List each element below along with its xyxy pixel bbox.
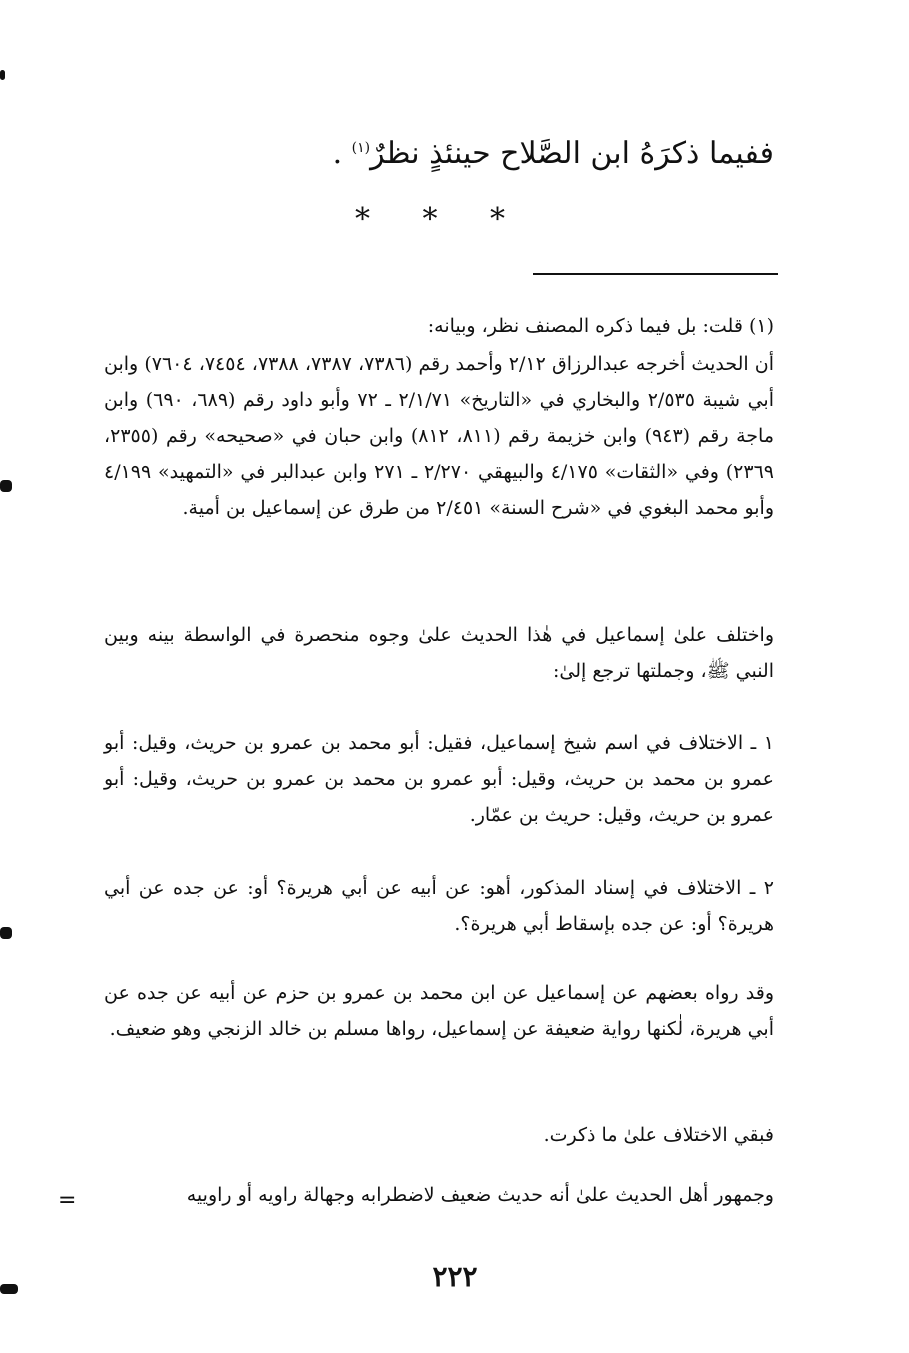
footnote-lead-text: قلت: بل فيما ذكره المصنف نظر، وبيانه: [427,315,749,337]
footnote-paragraph-point-1: ١ ـ الاختلاف في اسم شيخ إسماعيل، فقيل: أبو محمد بن عمرو بن حريث، وقيل: أبو عمرو بن محمد بن حريث، وقيل: أبو عمرو بن محمد بن عمرو بن حريث، وقيل: أبو عمرو بن حريث، وقيل: حريث بن عمّار. [104,732,774,826]
scan-edge-mark [0,70,5,80]
separator-star: * [422,202,438,237]
footnote-lead [104,308,774,344]
footnote-paragraph-point-2: ٢ ـ الاختلاف في إسناد المذكور، أهو: عن أبيه عن أبي هريرة؟ أو: عن جده عن أبي هريرة؟ أو: عن جده بإسقاط أبي هريرة؟. [104,877,774,935]
page-number: ٢٢٢ [432,1260,478,1293]
main-text: ففيما ذكرَهُ ابن الصَّلاح حينئذٍ نظرٌ [370,136,774,171]
main-text-end: . [332,136,352,171]
footnote-reference: (١) [351,140,371,156]
separator-star: * [490,202,505,237]
footnote-divider [533,273,778,275]
footnote-paragraph-disagreement: واختلف علىٰ إسماعيل في هٰذا الحديث علىٰ وجوه منحصرة في الواسطة بينه وبين النبي ﷺ، وجملتها ترجع إلىٰ: [104,624,774,682]
scan-edge-mark [0,1284,18,1294]
footnote-paragraph-majority: وجمهور أهل الحديث علىٰ أنه حديث ضعيف لاضطرابه وجهالة راويه أو راوييه [186,1184,774,1206]
footnote-paragraph-alternate: وقد رواه بعضهم عن إسماعيل عن ابن محمد بن عمرو بن حزم عن أبيه عن جده عن أبي هريرة، لٰكنها رواية ضعيفة عن إسماعيل، رواها مسلم بن خالد الزنجي وهو ضعيف. [104,982,774,1040]
footnote-number: (١) [748,315,774,337]
scan-edge-mark [0,480,12,492]
main-text-line [174,128,774,174]
scan-edge-mark [0,927,12,939]
section-separator [355,202,505,237]
footnote-paragraph-conclusion: فبقي الاختلاف علىٰ ما ذكرت. [543,1124,774,1146]
separator-star: * [355,202,370,237]
continuation-mark: = [58,1188,77,1213]
footnote-paragraph-sources: أن الحديث أخرجه عبدالرزاق ٢/١٢ وأحمد رقم (٧٣٨٦، ٧٣٨٧، ٧٣٨٨، ٧٤٥٤، ٧٦٠٤) وابن أبي شيبة ٢/٥٣٥ والبخاري في «التاريخ» ٢/١/٧١ ـ ٧٢ وأبو داود رقم (٦٨٩، ٦٩٠) وابن ماجة رقم (٩٤٣) وابن خزيمة رقم (٨١١، ٨١٢) وابن حبان في «صحيحه» رقم (٢٣٥٥، ٢٣٦٩) وفي «الثقات» ٤/١٧٥ والبيهقي ٢/٢٧٠ ـ ٢٧١ وابن عبدالبر في «التمهيد» ٤/١٩٩ وأبو محمد البغوي في «شرح السنة» ٢/٤٥١ من طرق عن إسماعيل بن أمية. [104,353,775,519]
